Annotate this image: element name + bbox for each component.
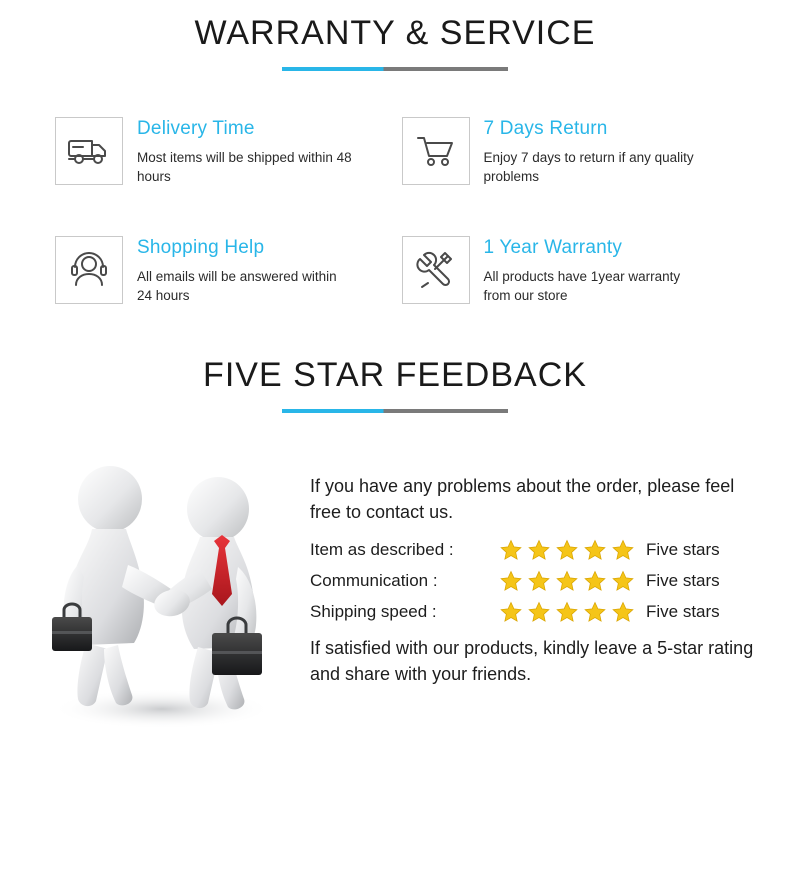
warranty-title-divider (282, 67, 508, 71)
star-icon (528, 570, 550, 592)
star-icon (500, 539, 522, 561)
feature-desc: Enjoy 7 days to return if any quality problems (483, 149, 694, 185)
feature-seven-days-return (402, 117, 739, 187)
feedback-body (0, 437, 790, 737)
feedback-title: FIVE STAR FEEDBACK (203, 356, 587, 395)
star-icon (556, 570, 578, 592)
star-rating (500, 539, 634, 561)
feature-desc: Most items will be shipped within 48 hours (137, 149, 352, 185)
star-icon (584, 539, 606, 561)
rating-value: Five stars (646, 571, 720, 591)
feature-title: Delivery Time (137, 118, 255, 139)
feature-one-year-warranty (402, 236, 739, 306)
feature-delivery-time (55, 117, 392, 187)
star-icon (584, 601, 606, 623)
warranty-feature-grid (0, 117, 790, 306)
feature-shopping-help (55, 236, 392, 306)
rating-label: Shipping speed : (310, 602, 437, 622)
figure-left (52, 466, 174, 706)
star-icon (500, 570, 522, 592)
feature-desc: All products have 1year warranty from our store (483, 268, 681, 304)
feature-title: 7 Days Return (483, 118, 608, 139)
rating-label: Item as described : (310, 540, 454, 560)
feature-text (137, 236, 352, 306)
feedback-section (0, 342, 790, 737)
delivery-truck-icon (55, 117, 123, 185)
rating-row (310, 539, 756, 561)
wrench-screwdriver-icon (402, 236, 470, 304)
star-icon (528, 539, 550, 561)
rating-value: Five stars (646, 540, 720, 560)
star-icon (556, 601, 578, 623)
rating-value: Five stars (646, 602, 720, 622)
feedback-text-block (310, 437, 756, 687)
rating-label: Communication : (310, 571, 438, 591)
rating-row (310, 570, 756, 592)
warranty-section (0, 0, 790, 306)
feature-text (137, 117, 352, 187)
two-businessmen-handshake-illustration (22, 437, 310, 737)
shopping-cart-icon (402, 117, 470, 185)
star-icon (612, 539, 634, 561)
feature-text (484, 117, 699, 187)
star-icon (528, 601, 550, 623)
warranty-title: WARRANTY & SERVICE (194, 14, 596, 52)
rating-row (310, 601, 756, 623)
feature-text (484, 236, 699, 306)
figure-right (152, 477, 262, 709)
star-icon (584, 570, 606, 592)
feedback-lead: If you have any problems about the order, please feel free to contact us. (310, 476, 735, 523)
feedback-title-divider (282, 409, 508, 413)
star-icon (612, 601, 634, 623)
feedback-footer: If satisfied with our products, kindly leave a 5-star rating and share with your friends. (310, 638, 754, 685)
star-icon (556, 539, 578, 561)
star-rating (500, 570, 634, 592)
feature-title: Shopping Help (137, 237, 265, 259)
headset-support-icon (55, 236, 123, 304)
feature-title: 1 Year Warranty (483, 237, 623, 259)
star-icon (500, 601, 522, 623)
feature-desc: All emails will be answered within 24 hours (137, 268, 337, 304)
star-icon (612, 570, 634, 592)
star-rating (500, 601, 634, 623)
